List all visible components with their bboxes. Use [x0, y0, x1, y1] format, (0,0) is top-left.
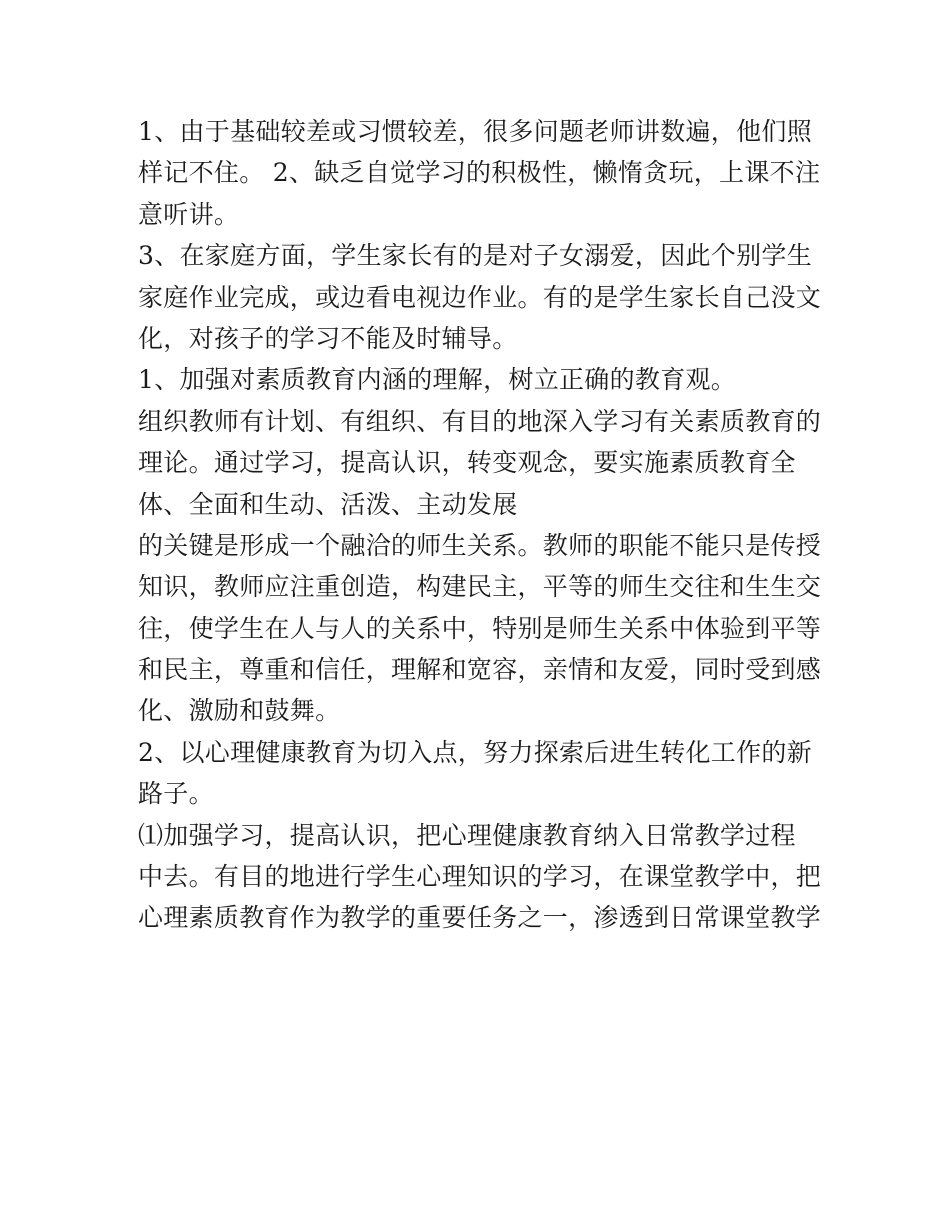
text-line: ⑴加强学习，提高认识，把心理健康教育纳入日常教学过程 — [138, 820, 796, 850]
text-line: 化、激励和鼓舞。 — [138, 696, 341, 726]
text-line: 往，使学生在人与人的关系中，特别是师生关系中体验到平等 — [138, 613, 822, 643]
text-line: 的关键是形成一个融洽的师生关系。教师的职能不能只是传授 — [138, 530, 822, 560]
text-line: 化，对孩子的学习不能及时辅导。 — [138, 323, 518, 353]
text-line: 2、以心理健康教育为切入点，努力探索后进生转化工作的新 — [138, 737, 813, 767]
text-line: 路子。 — [138, 779, 214, 809]
text-line: 中去。有目的地进行学生心理知识的学习，在课堂教学中，把 — [138, 862, 822, 892]
text-line: 和民主，尊重和信任，理解和宽容，亲情和友爱，同时受到感 — [138, 655, 822, 685]
text-line: 心理素质教育作为教学的重要任务之一，渗透到日常课堂教学 — [138, 903, 822, 933]
text-line: 理论。通过学习，提高认识，转变观念，要实施素质教育全 — [138, 448, 796, 478]
text-line: 1、加强对素质教育内涵的理解，树立正确的教育观。 — [138, 365, 737, 395]
text-line: 样记不住。 2、缺乏自觉学习的积极性，懒惰贪玩，上课不注 — [138, 158, 821, 188]
text-line: 组织教师有计划、有组织、有目的地深入学习有关素质教育的 — [138, 406, 822, 436]
document-text — [138, 111, 822, 939]
text-line: 3、在家庭方面，学生家长有的是对子女溺爱，因此个别学生 — [138, 241, 813, 271]
text-line: 家庭作业完成，或边看电视边作业。有的是学生家长自己没文 — [138, 282, 822, 312]
text-line: 1、由于基础较差或习惯较差，很多问题老师讲数遍，他们照 — [138, 117, 813, 146]
text-line: 意听讲。 — [138, 199, 240, 229]
text-line: 体、全面和生动、活泼、主动发展 — [138, 489, 518, 519]
text-line: 知识，教师应注重创造，构建民主，平等的师生交往和生生交 — [138, 572, 822, 602]
